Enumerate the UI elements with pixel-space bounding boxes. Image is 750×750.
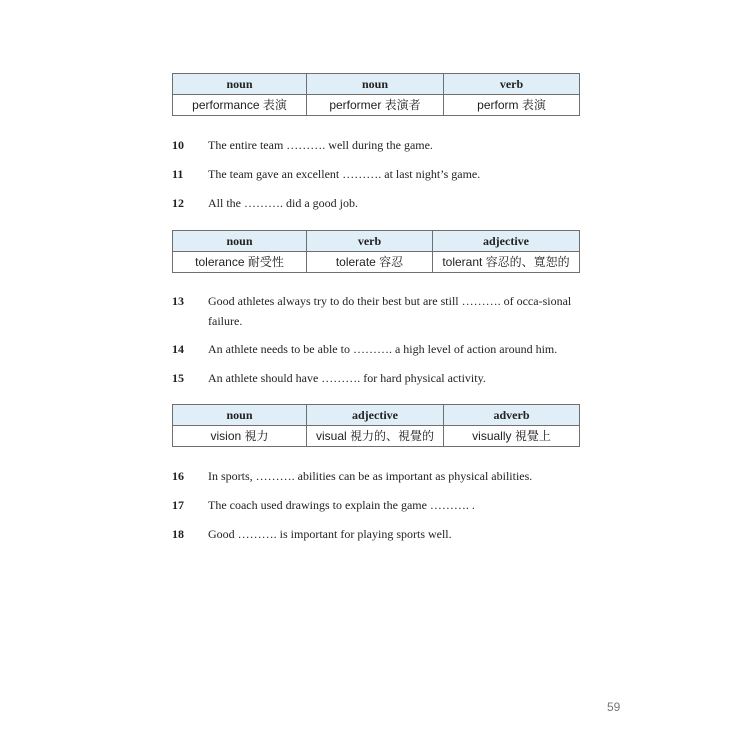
question-number: 15 bbox=[172, 371, 184, 385]
table-header-row bbox=[173, 231, 580, 252]
table-header-cell: adjective bbox=[433, 231, 580, 252]
question-number: 10 bbox=[172, 138, 184, 152]
table-header-row bbox=[173, 74, 580, 95]
word-table-3 bbox=[172, 404, 580, 447]
question-number: 17 bbox=[172, 498, 184, 512]
table-header-cell: noun bbox=[173, 405, 307, 426]
table-header-cell: verb bbox=[307, 231, 433, 252]
question-number: 16 bbox=[172, 469, 184, 483]
table-header-cell: verb bbox=[444, 74, 580, 95]
table-cell: performance 表演 bbox=[173, 95, 307, 116]
table-cell: perform 表演 bbox=[444, 95, 580, 116]
table-cell: visually 視覺上 bbox=[444, 426, 580, 447]
table-row bbox=[173, 252, 580, 273]
question-text: Good ………. is important for playing sports well. bbox=[208, 527, 452, 541]
question-number: 14 bbox=[172, 342, 184, 356]
question-text: Good athletes always try to do their best but are still ………. of occa-sional failure. bbox=[208, 294, 572, 328]
table-cell: tolerate 容忍 bbox=[307, 252, 433, 273]
question-text: The entire team ………. well during the game. bbox=[208, 138, 433, 152]
question-text: An athlete should have ………. for hard physical activity. bbox=[208, 371, 486, 385]
table-header-cell: noun bbox=[307, 74, 444, 95]
table-cell: tolerance 耐受性 bbox=[173, 252, 307, 273]
table-cell: performer 表演者 bbox=[307, 95, 444, 116]
table-cell: visual 視力的、視覺的 bbox=[307, 426, 444, 447]
word-table-2 bbox=[172, 230, 580, 273]
table-cell: vision 視力 bbox=[173, 426, 307, 447]
table-header-cell: noun bbox=[173, 74, 307, 95]
question-text: All the ………. did a good job. bbox=[208, 196, 358, 210]
question-text: An athlete needs to be able to ………. a high level of action around him. bbox=[208, 342, 558, 356]
table-cell: tolerant 容忍的、寬恕的 bbox=[433, 252, 580, 273]
word-table-1 bbox=[172, 73, 580, 116]
question-number: 12 bbox=[172, 196, 184, 210]
question-number: 18 bbox=[172, 527, 184, 541]
table-header-cell: adverb bbox=[444, 405, 580, 426]
page-number: 59 bbox=[607, 700, 621, 714]
table-row bbox=[173, 426, 580, 447]
table-header-cell: noun bbox=[173, 231, 307, 252]
question-text: The team gave an excellent ………. at last night’s game. bbox=[208, 167, 481, 181]
table-header-row bbox=[173, 405, 580, 426]
table-row bbox=[173, 95, 580, 116]
table-header-cell: adjective bbox=[307, 405, 444, 426]
question-text: The coach used drawings to explain the game ………. . bbox=[208, 498, 475, 512]
question-number: 11 bbox=[172, 167, 184, 181]
question-text: In sports, ………. abilities can be as important as physical abilities. bbox=[208, 469, 533, 483]
question-number: 13 bbox=[172, 294, 184, 308]
